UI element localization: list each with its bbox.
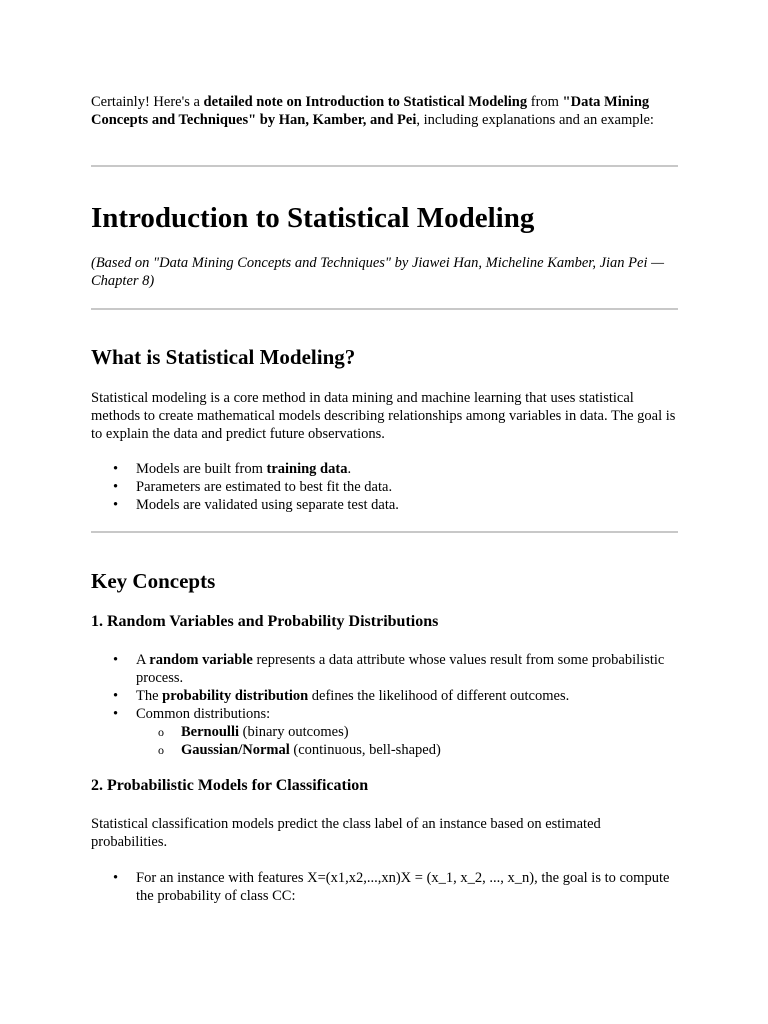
list-item-text: Common distributions: [136,706,271,722]
list-item [91,460,679,478]
intro-text: , including explanations and an example: [416,112,654,128]
bullet-icon: • [113,870,119,886]
what-list [91,460,679,514]
intro-bold-source: "Data Mining Concepts and Techniques" by Han, Kamber, and Pei [91,94,650,128]
bullet-icon: • [113,479,119,495]
intro-bold-topic: detailed note on Introduction to Statistical Modeling [203,94,528,110]
distributions-sublist [136,723,679,759]
classification-paragraph: Statistical classification models predict the class label of an instance based on estimated probabilities. [91,816,601,850]
subsection-heading-probabilistic-models: 2. Probabilistic Models for Classification [91,777,369,794]
list-item-text: Models are validated using separate test data. [136,497,399,513]
list-item [91,478,679,496]
random-variables-list [91,651,679,759]
bullet-icon: • [113,652,119,668]
page-title: Introduction to Statistical Modeling [91,202,535,234]
bullet-icon: • [113,461,119,477]
list-item-bold: probability distribution [162,688,309,704]
intro-paragraph [91,93,679,129]
bullet-icon: • [113,688,119,704]
horizontal-rule [91,165,678,167]
list-item-text: Parameters are estimated to best fit the data. [136,479,393,495]
list-item-text: A [136,652,150,668]
sublist-item [136,723,679,741]
section-heading-key-concepts: Key Concepts [91,569,216,593]
list-item-bold: training data [266,461,348,477]
intro-text: Certainly! Here's a [91,94,204,110]
intro-text: from [527,94,563,110]
list-item-text: . [347,461,352,477]
sublist-item-text: (binary outcomes) [239,724,349,740]
list-item-bold: random variable [149,652,253,668]
list-item-text: represents a data attribute whose values result from some probabilistic process. [136,652,665,686]
section-heading-what: What is Statistical Modeling? [91,345,356,369]
list-item [91,705,679,759]
list-item [91,496,679,514]
page-subtitle: (Based on "Data Mining Concepts and Techniques" by Jiawei Han, Micheline Kamber, Jian Pei — Chapter 8) [91,255,665,289]
list-item-text: For an instance with features X=(x1,x2,...,xn)X = (x_1, x_2, ..., x_n), the goal is to compute the probability of class CC: [136,870,670,904]
bullet-icon: • [113,706,119,722]
classification-list [91,869,679,905]
what-paragraph: Statistical modeling is a core method in data mining and machine learning that uses statistical methods to create mathematical models describing relationships among variables in data. The goal is to explain the data and predict future observations. [91,390,676,442]
list-item [91,869,679,905]
list-item-text: The [136,688,163,704]
horizontal-rule [91,308,678,310]
circle-bullet-icon: o [158,725,164,739]
sublist-item-bold: Gaussian/Normal [181,742,290,758]
horizontal-rule [91,531,678,533]
list-item-text: defines the likelihood of different outcomes. [308,688,570,704]
sublist-item [136,741,679,759]
sublist-item-bold: Bernoulli [181,724,240,740]
subsection-heading-random-variables: 1. Random Variables and Probability Distributions [91,613,439,630]
list-item [91,651,679,687]
bullet-icon: • [113,497,119,513]
list-item-text: Models are built from [136,461,267,477]
list-item [91,687,679,705]
sublist-item-text: (continuous, bell-shaped) [289,742,441,758]
circle-bullet-icon: o [158,743,164,757]
